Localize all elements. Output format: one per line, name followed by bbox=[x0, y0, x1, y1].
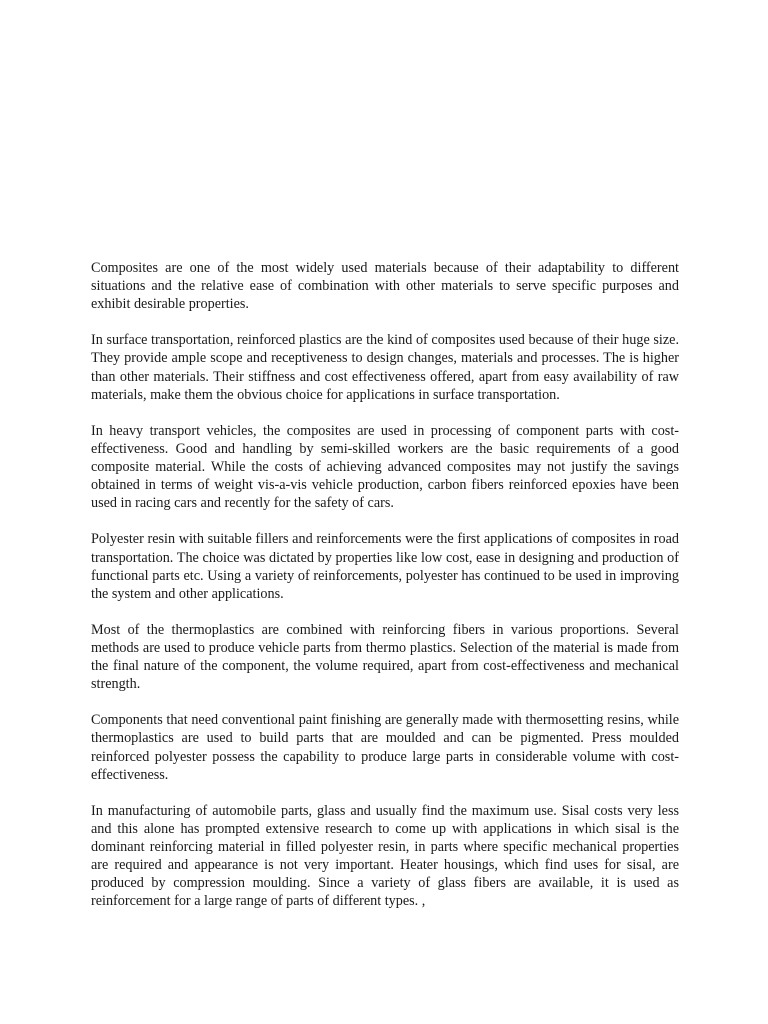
paragraph-thermoplastics: Most of the thermoplastics are combined with reinforcing fibers in various proportions. Several methods are used to produce vehicle parts from thermo plastics. Selection of the material is made from the final nature of the component, the volume required, apart from cost-effectiveness and mechanical strength. bbox=[91, 621, 679, 693]
paragraph-composites-intro: Composites are one of the most widely used materials because of their adaptability to different situations and the relative ease of combination with other materials to serve specific purposes and exhibit desirable properties. bbox=[91, 260, 679, 313]
paragraph-heavy-transport: In heavy transport vehicles, the composites are used in processing of component parts with cost-effectiveness. Good and handling by semi-skilled workers are the basic requirements of a good composite material. While the costs of achieving advanced composites may not justify the savings obtained in terms of weight vis-a-vis vehicle production, carbon fibers reinforced epoxies have been used in racing cars and recently for the safety of cars. bbox=[91, 422, 679, 512]
paragraph-automobile-parts: In manufacturing of automobile parts, glass and usually find the maximum use. Sisal costs very less and this alone has prompted extensive research to come up with applications in which sisal is the dominant reinforcing material in filled polyester resin, in parts where specific mechanical properties are required and appearance is not very important. Heater housings, which find uses for sisal, are produced by compression moulding. Since a variety of glass fibers are available, it is used as reinforcement for a large range of parts of different types. , bbox=[91, 802, 679, 910]
paragraph-paint-finishing: Components that need conventional paint finishing are generally made with thermosetting resins, while thermoplastics are used to build parts that are moulded and can be pigmented. Press moulded reinforced polyester possess the capability to produce large parts in considerable volume with cost-effectiveness. bbox=[91, 712, 679, 783]
document-body bbox=[91, 259, 679, 910]
paragraph-surface-transportation: In surface transportation, reinforced plastics are the kind of composites used because of their huge size. They provide ample scope and receptiveness to design changes, materials and processes. The is higher than other materials. Their stiffness and cost effectiveness offered, apart from easy availability of raw materials, make them the obvious choice for applications in surface transportation. bbox=[91, 332, 679, 403]
paragraph-polyester-resin: Polyester resin with suitable fillers and reinforcements were the first applications of composites in road transportation. The choice was dictated by properties like low cost, ease in designing and production of functional parts etc. Using a variety of reinforcements, polyester has continued to be used in improving the system and other applications. bbox=[91, 531, 679, 602]
